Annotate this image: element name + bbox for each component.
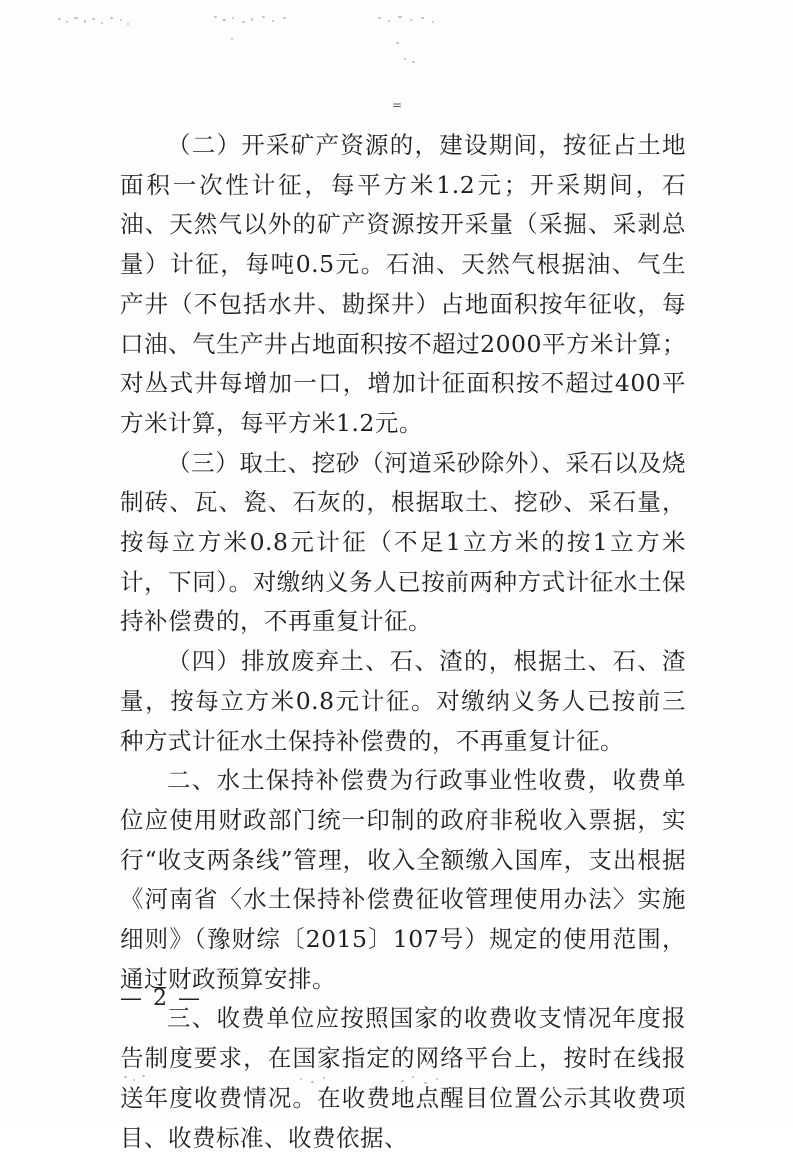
paragraph-annual-report: 三、收费单位应按照国家的收费收支情况年度报告制度要求，在国家指定的网络平台上，按时在线报送年度收费情况。在收费地点醒目位置公示其收费项目、收费标准、收费依据、 (120, 1004, 686, 1152)
paragraph-earth-sand-stone: （三）取土、挖砂（河道采砂除外）、采石以及烧制砖、瓦、瓷、石灰的，根据取土、挖砂、采石量，按每立方米0.8元计征（不足1立方米的按1立方米计，下同）。对缴纳义务人已按前两种方式计征水土保持补偿费的，不再重复计征。 (120, 448, 686, 636)
document-body (120, 126, 686, 1158)
paragraph-waste-disposal: （四）排放废弃土、石、渣的，根据土、石、渣量，按每立方米0.8元计征。对缴纳义务人已按前三种方式计征水土保持补偿费的，不再重复计征。 (120, 647, 686, 755)
paragraph-fee-management: 二、水土保持补偿费为行政事业性收费，收费单位应使用财政部门统一印制的政府非税收入票据，实行“收支两条线”管理，收入全额缴入国库，支出根据《河南省〈水土保持补偿费征收管理使用办法〉实施细则》（豫财综〔2015〕107号）规定的使用范围，通过财政预算安排。 (120, 766, 686, 993)
paragraph-mining: （二）开采矿产资源的，建设期间，按征占土地面积一次性计征，每平方米1.2元；开采期间，石油、天然气以外的矿产资源按开采量（采掘、采剥总量）计征，每吨0.5元。石油、天然气根据油、气生产井（不包括水井、勘探井）占地面积按年征收，每口油、气生产井占地面积按不超过2000平方米计算；对丛式井每增加一口，增加计征面积按不超过400平方米计算，每平方米1.2元。 (120, 131, 686, 437)
header-mark: = (392, 98, 403, 112)
page-number: — 2 — (120, 986, 202, 1011)
